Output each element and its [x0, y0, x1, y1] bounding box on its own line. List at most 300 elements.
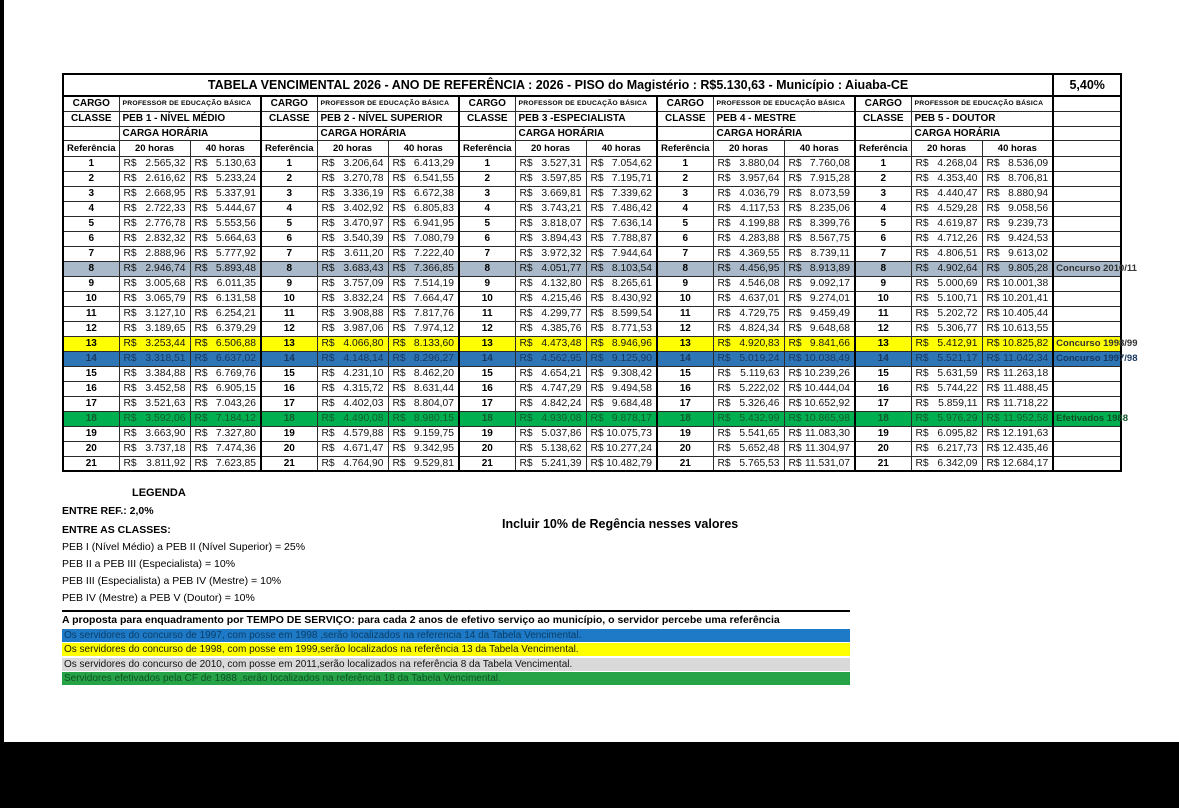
salary-40h-cell: [784, 306, 855, 321]
reference-cell: 17: [63, 396, 119, 411]
amount-value: 5.664,63: [215, 233, 256, 244]
salary-20h-cell: [713, 156, 784, 171]
amount-value: 6.131,58: [215, 293, 256, 304]
amount-value: 10.825,82: [1002, 338, 1049, 349]
cargo-value: PROFESSOR DE EDUCAÇÃO BÁSICA: [119, 96, 261, 111]
amount-value: 6.905,15: [215, 383, 256, 394]
salary-20h-cell: [119, 261, 190, 276]
currency-symbol: R$: [915, 383, 929, 394]
amount-value: 4.117,53: [740, 203, 780, 214]
reference-cell: 11: [459, 306, 515, 321]
currency-symbol: R$: [986, 158, 1000, 169]
salary-40h-cell: [784, 171, 855, 186]
salary-40h-cell: [190, 246, 261, 261]
currency-symbol: R$: [590, 353, 604, 364]
currency-symbol: R$: [321, 383, 335, 394]
salary-20h-cell: [911, 366, 982, 381]
salary-40h-cell: [982, 291, 1053, 306]
currency-symbol: R$: [717, 413, 731, 424]
reference-cell: 3: [459, 186, 515, 201]
reference-cell: 19: [63, 426, 119, 441]
salary-20h-cell: [911, 246, 982, 261]
proposal-block: [62, 610, 850, 685]
salary-40h-cell: [982, 381, 1053, 396]
reference-cell: 10: [855, 291, 911, 306]
amount-value: 7.474,36: [215, 443, 256, 454]
salary-40h-cell: [982, 261, 1053, 276]
salary-20h-cell: [119, 291, 190, 306]
currency-symbol: R$: [986, 457, 1000, 469]
amount-value: 3.384,88: [145, 368, 186, 379]
salary-20h-cell: [515, 231, 586, 246]
amount-value: 4.729,75: [739, 308, 780, 319]
salary-20h-cell: [515, 291, 586, 306]
amount-value: 3.818,07: [541, 218, 582, 229]
salary-20h-cell: [515, 366, 586, 381]
amount-value: 6.672,38: [413, 188, 454, 199]
currency-symbol: R$: [194, 398, 208, 409]
salary-40h-cell: [388, 231, 459, 246]
amount-value: 9.239,73: [1008, 218, 1049, 229]
annotation-cell: Concurso 1998/99: [1053, 336, 1121, 351]
salary-20h-cell: [515, 186, 586, 201]
salary-40h-cell: [388, 366, 459, 381]
amount-value: 4.148,14: [343, 353, 384, 364]
amount-value: 3.737,18: [145, 443, 186, 454]
amount-value: 4.385,76: [541, 323, 582, 334]
amount-value: 12.684,17: [1002, 457, 1049, 469]
reference-cell: 13: [261, 336, 317, 351]
salary-40h-cell: [190, 396, 261, 411]
currency-symbol: R$: [788, 323, 802, 334]
reference-cell: 13: [657, 336, 713, 351]
currency-symbol: R$: [717, 443, 731, 454]
amount-value: 3.972,32: [541, 248, 582, 259]
amount-value: 4.920,83: [739, 338, 780, 349]
salary-40h-cell: [982, 201, 1053, 216]
currency-symbol: R$: [788, 308, 802, 319]
amount-value: 7.817,76: [413, 308, 454, 319]
amount-value: 10.277,24: [606, 443, 652, 454]
40-horas-header: 40 horas: [190, 140, 261, 156]
amount-value: 5.553,56: [215, 218, 256, 229]
reference-cell: 18: [855, 411, 911, 426]
amount-value: 5.241,39: [541, 457, 582, 469]
amount-value: 7.974,12: [413, 323, 454, 334]
currency-symbol: R$: [392, 308, 406, 319]
salary-20h-cell: [119, 441, 190, 456]
reference-cell: 21: [459, 456, 515, 471]
amount-value: 2.832,32: [145, 233, 186, 244]
salary-40h-cell: [388, 321, 459, 336]
currency-symbol: R$: [788, 398, 802, 409]
salary-20h-cell: [119, 321, 190, 336]
salary-40h-cell: [784, 441, 855, 456]
currency-symbol: R$: [321, 443, 335, 454]
salary-40h-cell: [982, 336, 1053, 351]
amount-value: 4.842,24: [541, 398, 582, 409]
reference-cell: 3: [855, 186, 911, 201]
salary-20h-cell: [911, 321, 982, 336]
40-horas-header: 40 horas: [982, 140, 1053, 156]
legend-heading: LEGENDA: [132, 487, 186, 499]
currency-symbol: R$: [590, 368, 604, 379]
amount-value: 10.405,44: [1002, 308, 1049, 319]
amount-value: 3.521,63: [145, 398, 186, 409]
amount-value: 3.402,92: [343, 203, 384, 214]
salary-20h-cell: [317, 426, 388, 441]
currency-symbol: R$: [194, 173, 208, 184]
currency-symbol: R$: [788, 457, 802, 469]
amount-value: 8.631,44: [413, 383, 454, 394]
amount-value: 4.315,72: [343, 383, 384, 394]
amount-value: 8.880,94: [1008, 188, 1049, 199]
amount-value: 3.592,06: [145, 413, 186, 424]
annotation-cell: [1053, 186, 1121, 201]
salary-20h-cell: [911, 186, 982, 201]
amount-value: 8.771,53: [611, 323, 652, 334]
currency-symbol: R$: [788, 443, 802, 454]
amount-value: 2.616,62: [145, 173, 186, 184]
currency-symbol: R$: [321, 188, 335, 199]
amount-value: 4.562,95: [541, 353, 582, 364]
reference-cell: 10: [459, 291, 515, 306]
reference-cell: 2: [261, 171, 317, 186]
currency-symbol: R$: [519, 323, 533, 334]
annotation-cell: [1053, 276, 1121, 291]
currency-symbol: R$: [717, 158, 731, 169]
amount-value: 6.254,21: [215, 308, 256, 319]
amount-value: 7.514,19: [413, 278, 454, 289]
reference-cell: 17: [261, 396, 317, 411]
amount-value: 4.051,77: [541, 263, 582, 274]
reference-cell: 12: [63, 321, 119, 336]
reference-cell: 18: [459, 411, 515, 426]
amount-value: 9.125,90: [611, 353, 652, 364]
amount-value: 7.339,62: [611, 188, 652, 199]
reference-cell: 3: [261, 186, 317, 201]
salary-40h-cell: [982, 351, 1053, 366]
currency-symbol: R$: [321, 158, 335, 169]
amount-value: 3.065,79: [145, 293, 186, 304]
amount-value: 4.671,47: [343, 443, 384, 454]
amount-value: 9.648,68: [809, 323, 850, 334]
amount-value: 4.824,34: [739, 323, 780, 334]
salary-40h-cell: [190, 216, 261, 231]
scan-edge-strip: [0, 0, 4, 808]
reference-cell: 6: [657, 231, 713, 246]
amount-value: 10.239,26: [804, 368, 850, 379]
reference-cell: 17: [657, 396, 713, 411]
salary-40h-cell: [388, 246, 459, 261]
annotation-cell: [1053, 231, 1121, 246]
currency-symbol: R$: [392, 203, 406, 214]
amount-value: 5.306,77: [937, 323, 978, 334]
currency-symbol: R$: [321, 428, 335, 439]
reference-cell: 17: [459, 396, 515, 411]
currency-symbol: R$: [590, 188, 604, 199]
amount-value: 3.908,88: [343, 308, 384, 319]
currency-symbol: R$: [590, 293, 604, 304]
annotation-cell: [1053, 111, 1121, 126]
amount-value: 7.915,28: [809, 173, 850, 184]
currency-symbol: R$: [194, 428, 208, 439]
bottom-black-bar: [0, 742, 1179, 808]
salary-20h-cell: [119, 366, 190, 381]
salary-20h-cell: [713, 336, 784, 351]
amount-value: 7.327,80: [215, 428, 256, 439]
reference-cell: 5: [657, 216, 713, 231]
amount-value: 3.811,92: [146, 457, 186, 469]
amount-value: 5.976,29: [937, 413, 978, 424]
currency-symbol: R$: [986, 323, 1000, 334]
currency-symbol: R$: [392, 173, 406, 184]
currency-symbol: R$: [590, 158, 604, 169]
annotation-cell: [1053, 366, 1121, 381]
reference-cell: 20: [63, 441, 119, 456]
salary-20h-cell: [515, 276, 586, 291]
salary-20h-cell: [119, 231, 190, 246]
reference-cell: 9: [855, 276, 911, 291]
amount-value: 10.482,79: [606, 457, 652, 469]
reference-cell: 10: [63, 291, 119, 306]
40-horas-header: 40 horas: [586, 140, 657, 156]
reference-cell: 16: [657, 381, 713, 396]
currency-symbol: R$: [915, 188, 929, 199]
salary-40h-cell: [982, 306, 1053, 321]
currency-symbol: R$: [590, 218, 604, 229]
reference-cell: 6: [459, 231, 515, 246]
amount-value: 4.939,08: [541, 413, 582, 424]
currency-symbol: R$: [915, 457, 929, 469]
reference-cell: 21: [261, 456, 317, 471]
cargo-value: PROFESSOR DE EDUCAÇÃO BÁSICA: [317, 96, 459, 111]
salary-20h-cell: [515, 216, 586, 231]
amount-value: 3.597,85: [541, 173, 582, 184]
salary-20h-cell: [911, 456, 982, 471]
salary-20h-cell: [317, 261, 388, 276]
currency-symbol: R$: [194, 188, 208, 199]
currency-symbol: R$: [392, 323, 406, 334]
salary-40h-cell: [388, 336, 459, 351]
reference-cell: 9: [657, 276, 713, 291]
legend-line-2: PEB II a PEB III (Especialista) = 10%: [62, 558, 236, 570]
reference-cell: 5: [855, 216, 911, 231]
currency-symbol: R$: [123, 457, 137, 469]
amount-value: 7.664,47: [413, 293, 454, 304]
currency-symbol: R$: [915, 218, 929, 229]
amount-value: 2.888,96: [145, 248, 186, 259]
salary-40h-cell: [190, 186, 261, 201]
salary-40h-cell: [982, 411, 1053, 426]
salary-table-wrap: [62, 73, 1138, 472]
amount-value: 9.058,56: [1008, 203, 1049, 214]
classe-label: CLASSE: [855, 111, 911, 126]
amount-value: 6.805,83: [413, 203, 454, 214]
salary-40h-cell: [784, 276, 855, 291]
currency-symbol: R$: [123, 173, 137, 184]
salary-40h-cell: [388, 441, 459, 456]
reference-cell: 19: [855, 426, 911, 441]
reference-cell: 1: [261, 156, 317, 171]
amount-value: 10.001,38: [1002, 278, 1049, 289]
cargo-label: CARGO: [63, 96, 119, 111]
salary-20h-cell: [119, 171, 190, 186]
salary-20h-cell: [911, 171, 982, 186]
reference-cell: 19: [261, 426, 317, 441]
salary-20h-cell: [713, 366, 784, 381]
currency-symbol: R$: [392, 353, 406, 364]
currency-symbol: R$: [788, 158, 802, 169]
currency-symbol: R$: [321, 398, 335, 409]
amount-value: 9.878,17: [611, 413, 652, 424]
reference-cell: 7: [855, 246, 911, 261]
salary-40h-cell: [784, 336, 855, 351]
salary-40h-cell: [586, 351, 657, 366]
salary-20h-cell: [713, 246, 784, 261]
reference-cell: 4: [63, 201, 119, 216]
salary-20h-cell: [713, 291, 784, 306]
salary-20h-cell: [119, 216, 190, 231]
salary-40h-cell: [388, 276, 459, 291]
salary-40h-cell: [586, 456, 657, 471]
legend-line-4: PEB IV (Mestre) a PEB V (Doutor) = 10%: [62, 592, 255, 604]
reference-cell: 2: [63, 171, 119, 186]
amount-value: 12.435,46: [1002, 443, 1049, 454]
amount-value: 11.083,30: [804, 428, 850, 439]
amount-value: 11.531,07: [804, 457, 850, 469]
amount-value: 9.494,58: [611, 383, 652, 394]
amount-value: 8.296,27: [413, 353, 454, 364]
currency-symbol: R$: [788, 188, 802, 199]
legend-entre-classes: ENTRE AS CLASSES:: [62, 524, 171, 536]
salary-40h-cell: [388, 216, 459, 231]
amount-value: 3.832,24: [343, 293, 384, 304]
salary-40h-cell: [388, 351, 459, 366]
reference-cell: 21: [657, 456, 713, 471]
classe-value: PEB 3 -ESPECIALISTA: [515, 111, 657, 126]
amount-value: 3.270,78: [343, 173, 384, 184]
amount-value: 3.611,20: [344, 248, 384, 259]
reference-cell: 16: [63, 381, 119, 396]
amount-value: 7.054,62: [611, 158, 652, 169]
annotation-cell: [1053, 126, 1121, 140]
amount-value: 4.473,48: [541, 338, 582, 349]
salary-20h-cell: [713, 411, 784, 426]
salary-20h-cell: [911, 276, 982, 291]
currency-symbol: R$: [194, 203, 208, 214]
salary-20h-cell: [317, 306, 388, 321]
currency-symbol: R$: [717, 233, 731, 244]
annotation-cell: Concurso 1997/98: [1053, 351, 1121, 366]
salary-20h-cell: [317, 291, 388, 306]
currency-symbol: R$: [986, 383, 1000, 394]
salary-40h-cell: [586, 276, 657, 291]
40-horas-header: 40 horas: [388, 140, 459, 156]
reference-cell: 10: [657, 291, 713, 306]
currency-symbol: R$: [123, 428, 137, 439]
currency-symbol: R$: [194, 413, 208, 424]
amount-value: 6.541,55: [413, 173, 454, 184]
amount-value: 9.805,28: [1008, 263, 1049, 274]
classe-value: PEB 2 - NÍVEL SUPERIOR: [317, 111, 459, 126]
amount-value: 10.865,98: [804, 413, 850, 424]
amount-value: 9.424,53: [1008, 233, 1049, 244]
carga-horaria-label: CARGA HORÁRIA: [911, 126, 1053, 140]
currency-symbol: R$: [986, 413, 1000, 424]
salary-20h-cell: [515, 156, 586, 171]
currency-symbol: R$: [392, 413, 406, 424]
salary-40h-cell: [190, 336, 261, 351]
amount-value: 2.668,95: [145, 188, 186, 199]
currency-symbol: R$: [986, 188, 1000, 199]
currency-symbol: R$: [392, 293, 406, 304]
currency-symbol: R$: [788, 383, 802, 394]
currency-symbol: R$: [788, 203, 802, 214]
salary-40h-cell: [586, 336, 657, 351]
currency-symbol: R$: [194, 353, 208, 364]
amount-value: 9.684,48: [611, 398, 652, 409]
amount-value: 4.402,03: [343, 398, 384, 409]
salary-40h-cell: [982, 216, 1053, 231]
salary-20h-cell: [317, 351, 388, 366]
salary-40h-cell: [190, 156, 261, 171]
currency-symbol: R$: [519, 293, 533, 304]
salary-20h-cell: [713, 426, 784, 441]
amount-value: 7.944,64: [611, 248, 652, 259]
salary-20h-cell: [317, 276, 388, 291]
currency-symbol: R$: [123, 263, 137, 274]
amount-value: 8.804,07: [413, 398, 454, 409]
currency-symbol: R$: [519, 218, 533, 229]
reference-cell: 11: [657, 306, 713, 321]
amount-value: 8.706,81: [1008, 173, 1049, 184]
reference-cell: 20: [261, 441, 317, 456]
salary-40h-cell: [388, 156, 459, 171]
currency-symbol: R$: [788, 428, 802, 439]
table-title: TABELA VENCIMENTAL 2026 - ANO DE REFERÊNCIA : 2026 - PISO do Magistério : R$5.130,63 - Município : Aiuaba-CE: [63, 74, 1053, 96]
amount-value: 5.432,99: [739, 413, 780, 424]
amount-value: 3.757,09: [343, 278, 384, 289]
amount-value: 7.080,79: [413, 233, 454, 244]
currency-symbol: R$: [915, 158, 929, 169]
currency-symbol: R$: [321, 203, 335, 214]
salary-40h-cell: [586, 426, 657, 441]
currency-symbol: R$: [986, 338, 1000, 349]
referencia-header: Referência: [855, 140, 911, 156]
amount-value: 4.546,08: [739, 278, 780, 289]
amount-value: 8.980,15: [413, 413, 454, 424]
amount-value: 4.806,51: [937, 248, 978, 259]
reference-cell: 15: [261, 366, 317, 381]
amount-value: 6.769,76: [215, 368, 256, 379]
salary-20h-cell: [911, 261, 982, 276]
currency-symbol: R$: [717, 383, 731, 394]
salary-20h-cell: [713, 381, 784, 396]
currency-symbol: R$: [915, 368, 929, 379]
salary-40h-cell: [190, 306, 261, 321]
20-horas-header: 20 horas: [119, 140, 190, 156]
amount-value: 3.206,64: [343, 158, 384, 169]
amount-value: 3.318,51: [145, 353, 186, 364]
annotation-cell: [1053, 171, 1121, 186]
amount-value: 10.613,55: [1002, 323, 1049, 334]
salary-40h-cell: [190, 321, 261, 336]
reference-cell: 16: [855, 381, 911, 396]
annotation-cell: [1053, 291, 1121, 306]
reference-cell: 2: [459, 171, 515, 186]
annotation-cell: [1053, 426, 1121, 441]
